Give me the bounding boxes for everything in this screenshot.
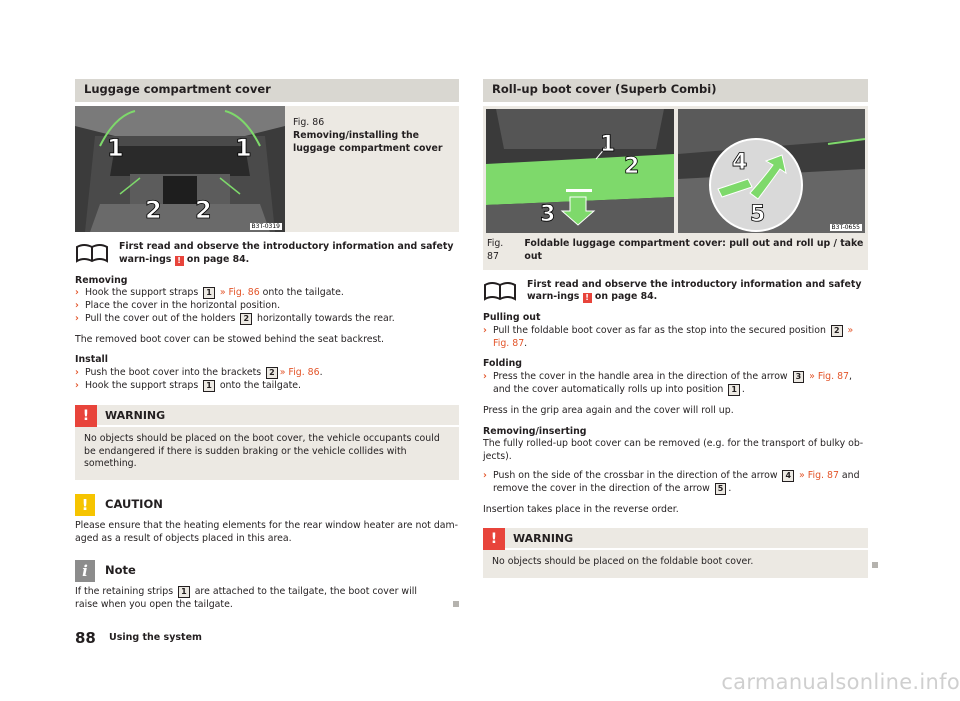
section-title: Roll-up boot cover (Superb Combi) <box>483 79 868 102</box>
exclamation-icon: ! <box>483 528 505 550</box>
figure-87 <box>483 106 868 270</box>
arrow-right-icon: › <box>483 324 487 336</box>
press-again-text: Press in the grip area again and the cover will roll up. <box>483 404 734 416</box>
callout-4: 4 <box>732 150 748 175</box>
list-item: › Pull the foldable boot cover as far as the stop into the secured position 2 » Fig. 87. <box>483 324 854 349</box>
list-item: › Hook the support straps 1 » Fig. 86 onto the tailgate. <box>75 287 344 299</box>
callout-1a: 1 <box>107 134 124 162</box>
warning-text: No objects should be placed on the boot cover, the vehicle occupants could be endangered if there is sudden braking or the vehicle collides with something. <box>84 432 440 470</box>
watermark: carmanualsonline.info <box>721 670 960 695</box>
end-mark-icon <box>872 562 878 568</box>
arrow-right-icon: › <box>75 312 79 324</box>
install-heading: Install <box>75 354 108 366</box>
arrow-right-icon: › <box>75 367 79 379</box>
list-item: › Place the cover in the horizontal position. <box>75 300 281 312</box>
figure-caption <box>486 233 865 267</box>
folding-heading: Folding <box>483 358 522 370</box>
callout-2: 2 <box>624 154 640 179</box>
list-item: › Push on the side of the crossbar in the direction of the arrow 4 » Fig. 87 and remove the cover in the direction of the arrow 5 . <box>483 469 860 494</box>
callout-1: 1 <box>600 132 616 157</box>
figure-link[interactable]: » Fig. 87 <box>799 469 839 481</box>
callout-number: 2 <box>240 313 252 325</box>
callout-1b: 1 <box>235 134 252 162</box>
info-icon: i <box>75 560 95 582</box>
figure-87-photo-right <box>678 109 865 233</box>
callout-number: 1 <box>203 287 215 299</box>
figure-caption <box>285 106 459 232</box>
figure-86 <box>75 106 459 232</box>
boot-cover-pull-illustration <box>486 109 674 233</box>
figure-link[interactable]: » Fig. 86 <box>219 287 260 299</box>
callout-number: 2 <box>266 367 278 379</box>
boot-cover-remove-illustration <box>678 109 865 233</box>
intro-notice <box>75 241 459 267</box>
figure-87-photo-left <box>486 109 674 233</box>
arrow-right-icon: › <box>75 287 79 299</box>
exclamation-icon: ! <box>175 256 184 266</box>
page-number: 88 <box>75 629 96 647</box>
stowed-text: The removed boot cover can be stowed behind the seat backrest. <box>75 333 385 345</box>
exclamation-icon: ! <box>75 494 95 516</box>
figure-caption-text: Foldable luggage compartment cover: pull out and roll up / take out <box>524 238 864 262</box>
callout-number: 1 <box>728 384 740 396</box>
arrow-right-icon: › <box>75 380 79 392</box>
figure-link[interactable]: » Fig. 87 <box>809 371 850 383</box>
callout-5: 5 <box>750 202 766 227</box>
section-title: Luggage compartment cover <box>75 79 459 102</box>
intro-text: First read and observe the introductory information and safety warn-ings <box>119 241 454 265</box>
removing-heading: Removing/inserting <box>483 425 587 437</box>
page-section-label: Using the system <box>109 632 202 643</box>
caution-text: Please ensure that the heating elements for the rear window heater are not dam-aged as a result of objects placed in this area. <box>75 520 459 544</box>
arrow-right-icon: › <box>483 469 487 481</box>
list-item: › Pull the cover out of the holders 2 horizontally towards the rear. <box>75 312 395 324</box>
figure-caption-text: Removing/installing the luggage compartment cover <box>293 129 443 154</box>
intro-notice <box>483 279 868 305</box>
left-column <box>75 79 459 611</box>
warning-title: WARNING <box>513 532 574 546</box>
removing-text: The fully rolled-up boot cover can be removed (e.g. for the transport of bulky ob-jects). <box>483 438 864 463</box>
callout-number: 4 <box>782 470 794 482</box>
figure-code: B3T-0319 <box>251 222 280 230</box>
figure-link[interactable]: » Fig. 86 <box>279 367 320 379</box>
open-book-icon <box>75 241 109 263</box>
list-item: › Push the boot cover into the brackets 2 » Fig. 86. <box>75 367 323 379</box>
list-item: › Hook the support straps 1 onto the tailgate. <box>75 380 301 392</box>
warning-text: No objects should be placed on the foldable boot cover. <box>492 556 754 568</box>
exclamation-icon: ! <box>583 293 592 303</box>
list-item: › Press the cover in the handle area in the direction of the arrow 3 » Fig. 87, and the cover automatically rolls up into position 1 . <box>483 371 852 396</box>
open-book-icon <box>483 279 517 301</box>
note-text: If the retaining strips 1 are attached to the tailgate, the boot cover will raise when you open the tailgate. <box>75 586 459 612</box>
intro-text: First read and observe the introductory information and safety warn-ings <box>527 278 862 303</box>
exclamation-icon: ! <box>75 405 97 427</box>
removing-heading: Removing <box>75 274 128 286</box>
figure-code: B3T-0655 <box>831 223 860 231</box>
luggage-compartment-illustration <box>75 106 285 232</box>
caution-heading: ! CAUTION <box>75 494 459 516</box>
pulling-heading: Pulling out <box>483 312 541 324</box>
intro-page-ref[interactable]: on page 84. <box>186 253 250 265</box>
warning-title: WARNING <box>105 408 166 422</box>
figure-86-photo <box>75 106 285 232</box>
arrow-right-icon: › <box>75 300 79 312</box>
end-mark-icon <box>453 601 459 607</box>
callout-3: 3 <box>540 202 556 227</box>
warning-box <box>483 528 868 578</box>
warning-box <box>75 405 459 480</box>
callout-number: 5 <box>715 483 727 495</box>
figure-link[interactable]: » Fig. 87 <box>493 324 854 349</box>
callout-number: 2 <box>831 325 843 337</box>
callout-number: 3 <box>793 371 805 383</box>
reverse-text: Insertion takes place in the reverse order. <box>483 503 679 515</box>
intro-page-ref[interactable]: on page 84. <box>594 291 658 303</box>
figure-label: Fig. 86 <box>293 117 325 128</box>
right-column <box>483 79 868 578</box>
arrow-right-icon: › <box>483 371 487 383</box>
callout-number: 1 <box>178 586 190 598</box>
figure-label: Fig. 87 <box>487 238 504 262</box>
callout-2b: 2 <box>195 196 212 224</box>
note-heading: i Note <box>75 560 459 582</box>
callout-number: 1 <box>203 380 215 392</box>
callout-2a: 2 <box>145 196 162 224</box>
